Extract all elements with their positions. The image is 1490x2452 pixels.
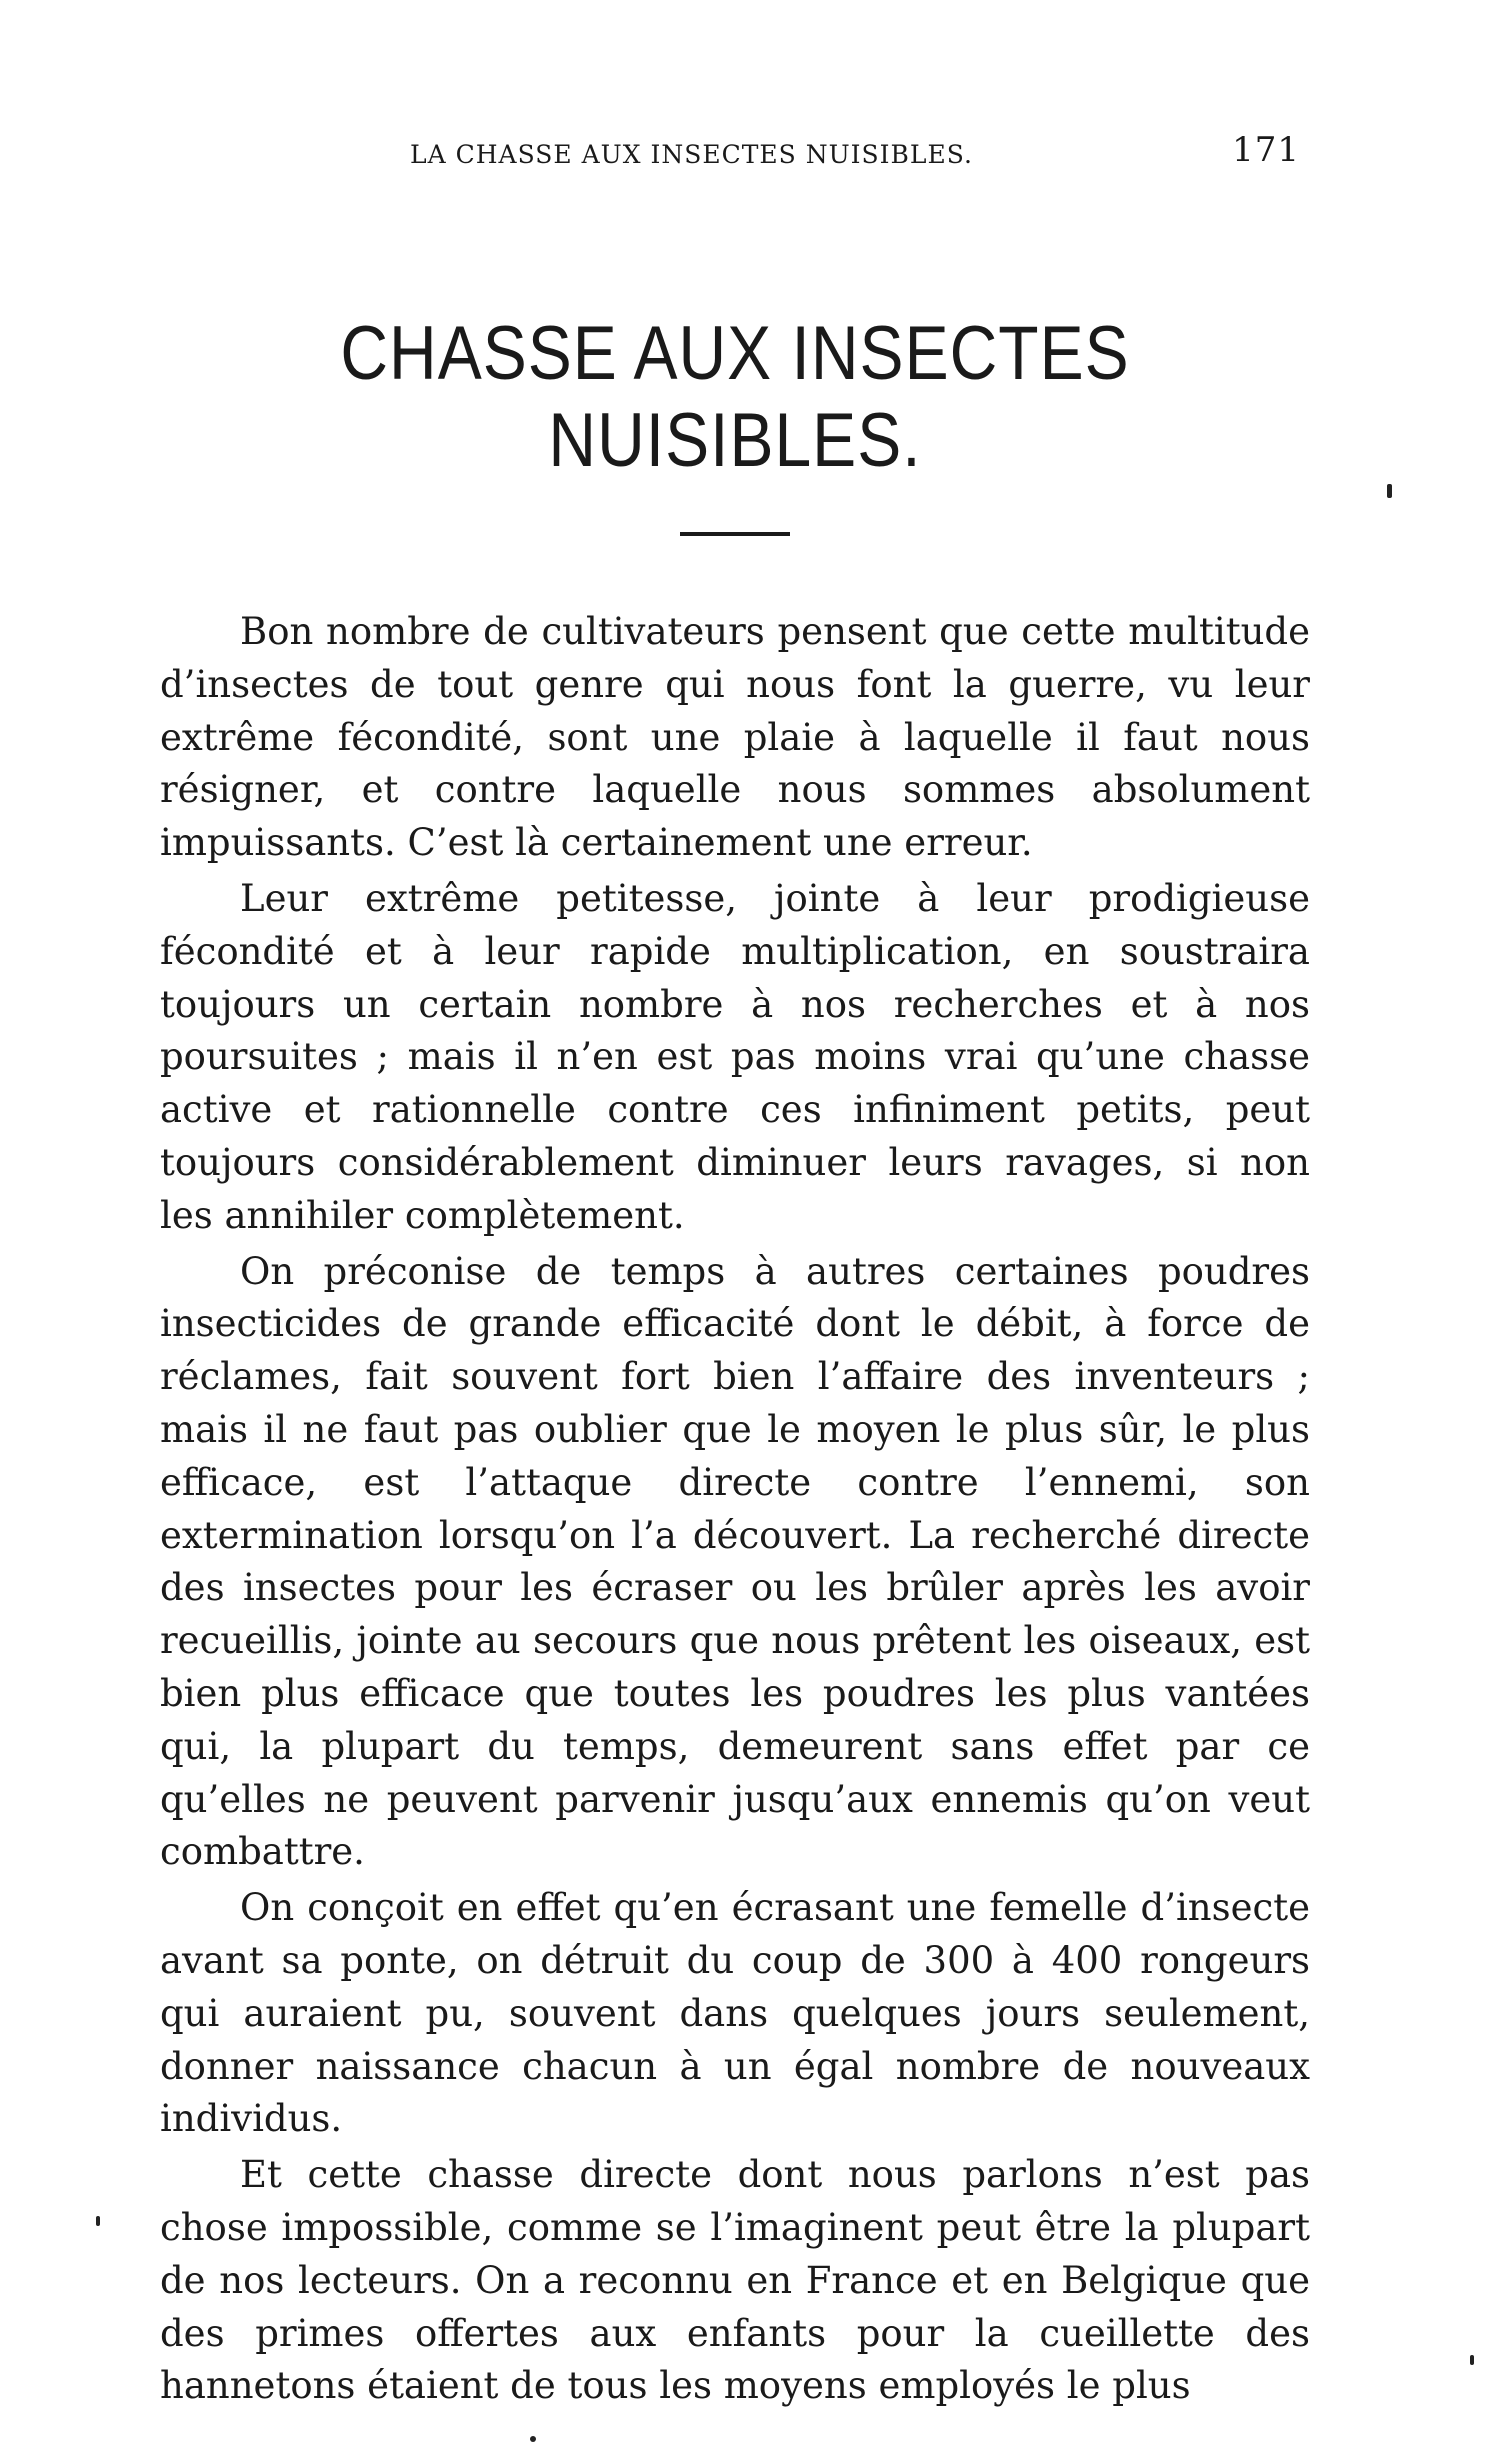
paragraph-2: Leur extrême petitesse, jointe à leur prodigieuse fécondité et à leur rapide multiplication, en soustraira toujours un certain nombre à nos recherches et à nos poursuites ; mais il n’en est pas moins vrai qu’une chasse active et rationnelle contre ces infiniment petits, peut toujours considérablement diminuer leurs ravages, si non les annihiler complètement. <box>160 876 1310 1237</box>
paragraph-1: Bon nombre de cultivateurs pensent que cette multitude d’insectes de tout genre qui nous font la guerre, vu leur extrême fécondité, sont une plaie à laquelle il faut nous résigner, et contre laquelle nous sommes absolument impuissants. C’est là certainement une erreur. <box>160 610 1310 865</box>
ink-speck-mark <box>1470 2355 1474 2365</box>
page-number: 171 <box>1232 130 1300 170</box>
running-head <box>160 120 1310 180</box>
paragraph-4: On conçoit en effet qu’en écrasant une femelle d’insecte avant sa ponte, on détruit du coup de 300 à 400 rongeurs qui auraient pu, souvent dans quelques jours seulement, donner naissance chacun à un égal nombre de nouveaux individus. <box>160 1886 1310 2141</box>
paragraph-3: On préconise de temps à autres certaines poudres insecticides de grande efficacité dont le débit, à force de réclames, fait souvent fort bien l’affaire des inventeurs ; mais il ne faut pas oublier que le moyen le plus sûr, le plus efficace, est l’attaque directe contre l’ennemi, son extermination lorsqu’on l’a découvert. La recherché directe des insectes pour les écraser ou les brûler après les avoir recueillis, jointe au secours que nous prêtent les oiseaux, est bien plus efficace que toutes les poudres les plus vantées qui, la plupart du temps, demeurent sans effet par ce qu’elles ne peuvent parvenir jusqu’aux ennemis qu’on veut combattre. <box>160 1249 1310 1874</box>
title-rule-divider <box>680 532 790 536</box>
body-text <box>160 606 1310 2413</box>
ink-speck-mark <box>1387 484 1392 498</box>
running-head-title: LA CHASSE AUX INSECTES NUISIBLES. <box>410 140 973 169</box>
ink-speck-mark <box>96 2216 100 2226</box>
paragraph-5: Et cette chasse directe dont nous parlons n’est pas chose impossible, comme se l’imaginent peut être la plupart de nos lecteurs. On a reconnu en France et en Belgique que des primes offertes aux enfants pour la cueillette des hannetons étaient de tous les moyens employés le plus <box>160 2153 1310 2408</box>
ink-speck-mark <box>530 2436 536 2442</box>
book-page <box>160 120 1310 2408</box>
chapter-title: CHASSE AUX INSECTES NUISIBLES. <box>340 309 1130 483</box>
